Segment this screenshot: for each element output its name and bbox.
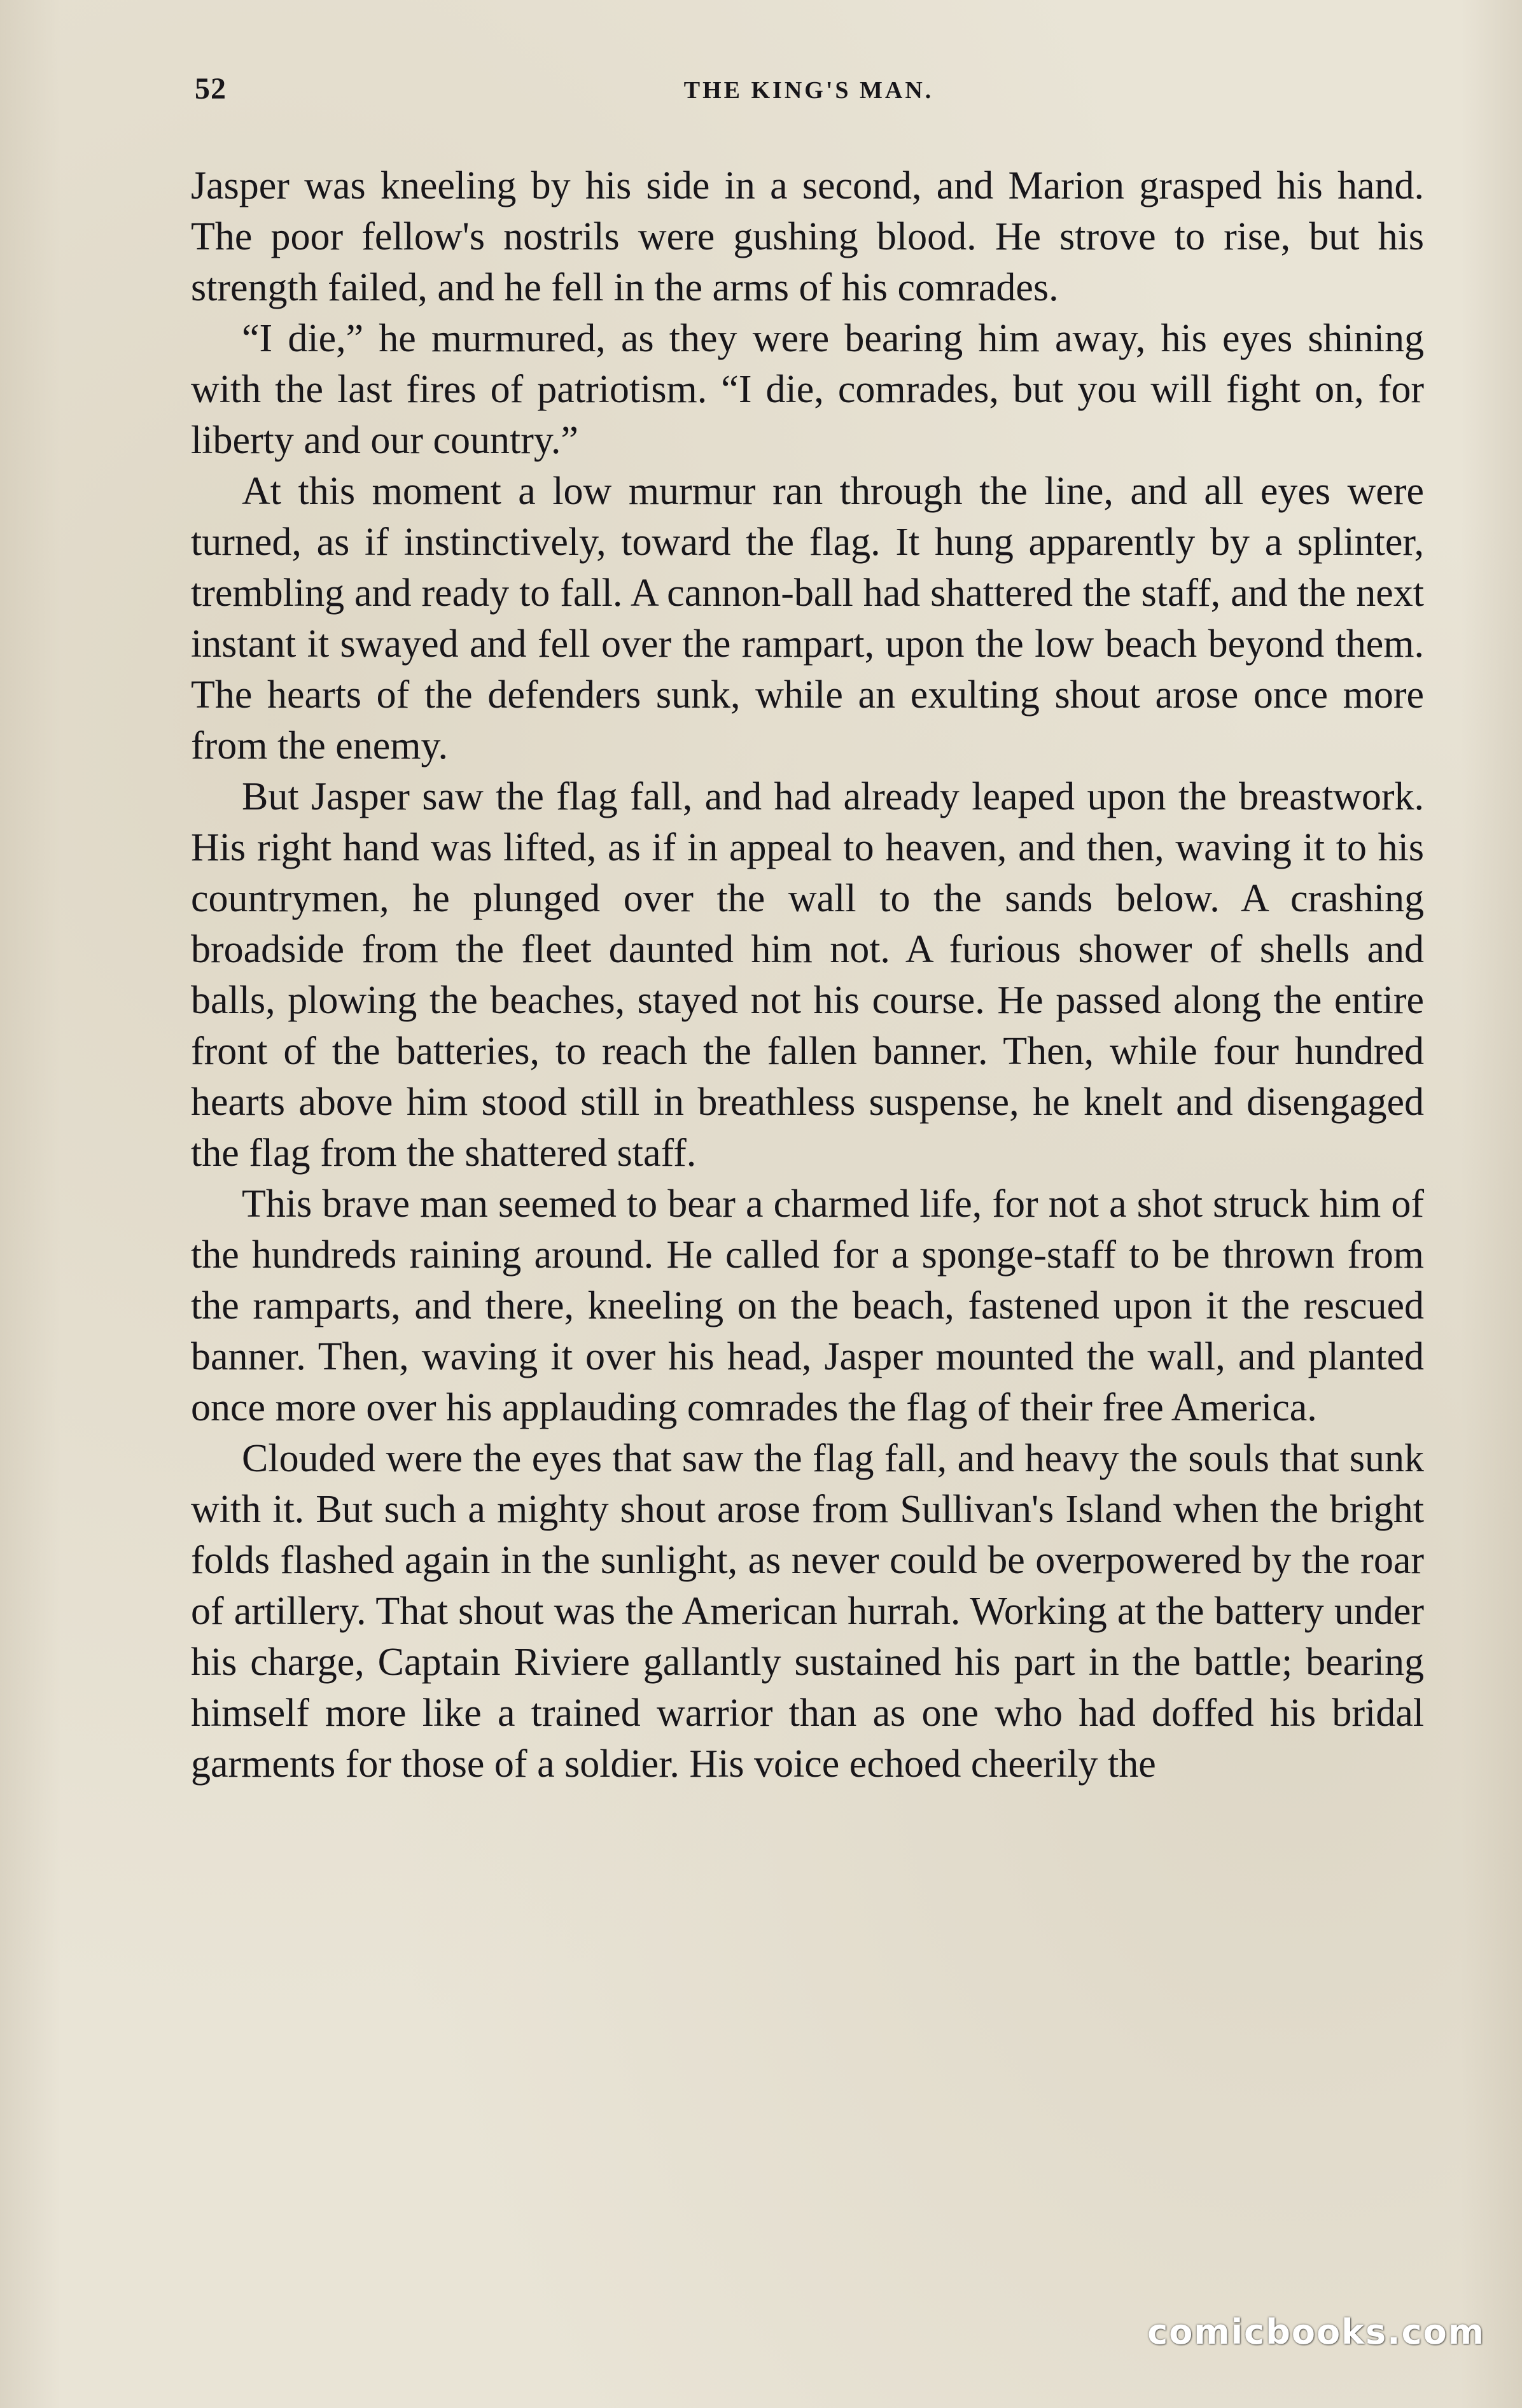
paragraph: Jasper was kneeling by his side in a second, and Marion grasped his hand. The poor fellow's nostrils were gushing blood. He strove to rise, but his strength failed, and he fell in the arms of his comrades. — [191, 164, 1424, 309]
paragraph: At this moment a low murmur ran through the line, and all eyes were turned, as if instinctively, toward the flag. It hung apparently by a splinter, trembling and ready to fall. A cannon-ball had shattered the staff, and the next instant it swayed and fell over the rampart, upon the low beach beyond them. The hearts of the defenders sunk, while an exulting shout arose once more from the enemy. — [191, 470, 1424, 767]
running-head: THE KING'S MAN. — [683, 77, 934, 104]
paragraph: Clouded were the eyes that saw the flag fall, and heavy the souls that sunk with it. But such a mighty shout arose from Sullivan's Island when the bright folds flashed again in the sunlight, as never could be overpowered by the roar of artillery. That shout was the American hurrah. Working at the battery under his charge, Captain Riviere gallantly sustained his part in the battle; bearing himself more like a trained warrior than as one who had doffed his bridal garments for those of a soldier. His voice echoed cheerily the — [191, 1437, 1424, 1786]
paragraph: This brave man seemed to bear a charmed life, for not a shot struck him of the hundreds raining around. He called for a sponge-staff to be thrown from the ramparts, and there, kneeling on the beach, fastened upon it the rescued banner. Then, waving it over his head, Jasper mounted the wall, and planted once more over his applauding comrades the flag of their free America. — [191, 1182, 1424, 1429]
paragraph: But Jasper saw the flag fall, and had already leaped upon the breastwork. His right hand was lifted, as if in appeal to heaven, and then, waving it to his countrymen, he plunged over the wall to the sands below. A crashing broadside from the fleet daunted him not. A furious shower of shells and balls, plowing the beaches, stayed not his course. He passed along the entire front of the batteries, to reach the fallen banner. Then, while four hundred hearts above him stood still in breathless suspense, he knelt and disengaged the flag from the shattered staff. — [191, 775, 1424, 1175]
site-watermark: comicbooks.com — [1147, 2312, 1485, 2352]
body-text — [191, 160, 1424, 1789]
page-header — [195, 64, 1423, 121]
paragraph: “I die,” he murmured, as they were bearing him away, his eyes shining with the last fires of patriotism. “I die, comrades, but you will fight on, for liberty and our country.” — [191, 317, 1424, 462]
page-number: 52 — [195, 72, 227, 106]
